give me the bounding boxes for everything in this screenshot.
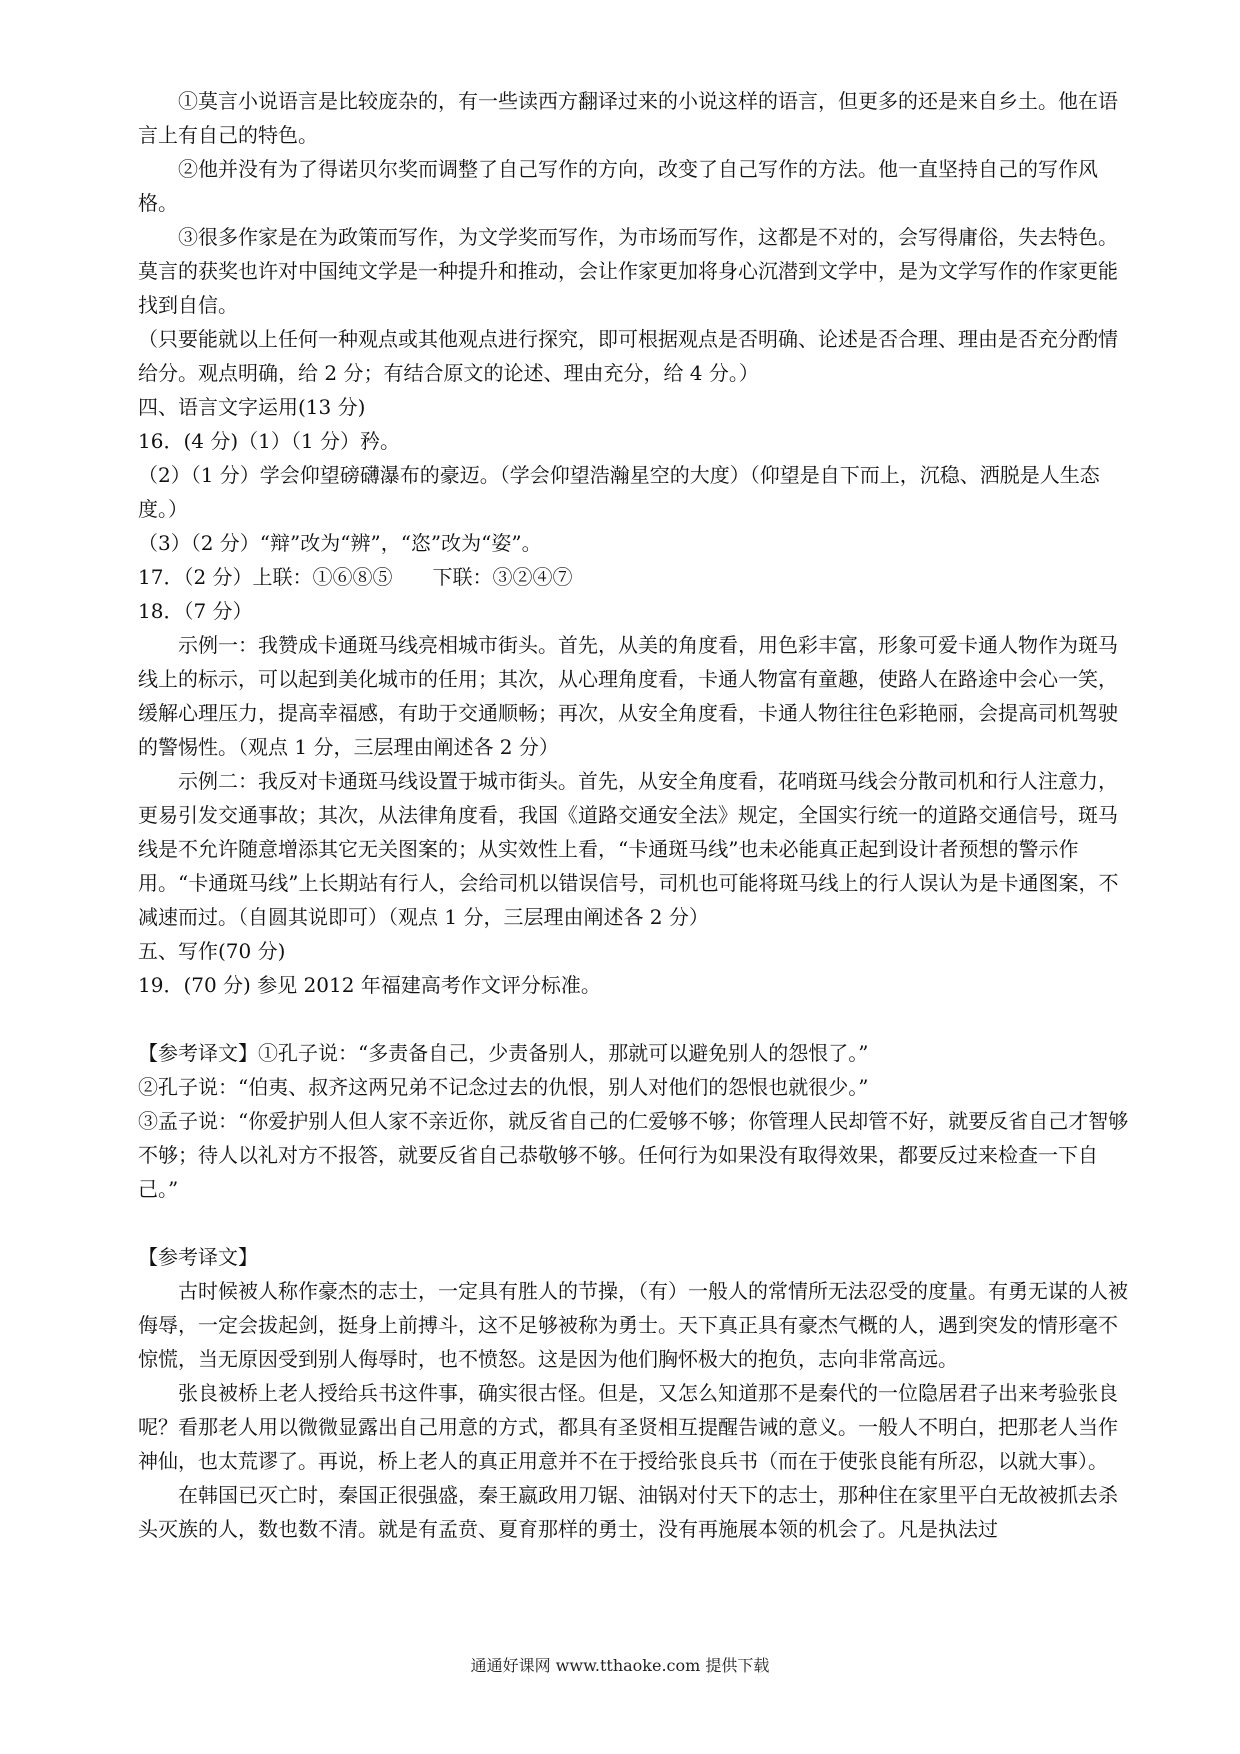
scoring-note: （只要能就以上任何一种观点或其他观点进行探究，即可根据观点是否明确、论述是否合理、理由是否充分酌情给分。观点明确，给 2 分；有结合原文的论述、理由充分，给 4 分。）	[138, 327, 1118, 385]
page-footer: 通通好课网 www.tthaoke.com 提供下载	[470, 1656, 770, 1675]
translation-2-heading: 【参考译文】	[138, 1245, 258, 1269]
question-18-example-2: 示例二：我反对卡通斑马线设置于城市街头。首先，从安全角度看，花哨斑马线会分散司机和行人注意力，更易引发交通事故；其次，从法律角度看，我国《道路交通安全法》规定，全国实行统一的道路交通信号，斑马线是不允许随意增添其它无关图案的；从实效性上看，“卡通斑马线”也未必能真正起到设计者预想的警示作用。“卡通斑马线”上长期站有行人，会给司机以错误信号，司机也可能将斑马线上的行人误认为是卡通图案，不减速而过。（自圆其说即可）（观点 1 分，三层理由阐述各 2 分）	[138, 769, 1119, 929]
section-4-heading: 四、语言文字运用(13 分)	[138, 395, 366, 419]
question-17: 17．（2 分）上联：①⑥⑧⑤ 下联：③②④⑦	[138, 565, 573, 589]
answer-paragraph-3: ③很多作家是在为政策而写作，为文学奖而写作，为市场而写作，这都是不对的，会写得庸俗，失去特色。莫言的获奖也许对中国纯文学是一种提升和推动，会让作家更加将身心沉潜到文学中，是为文学写作的作家更能找到自信。	[138, 225, 1118, 317]
answer-paragraph-1: ①莫言小说语言是比较庞杂的，有一些读西方翻译过来的小说这样的语言，但更多的还是来自乡土。他在语言上有自己的特色。	[138, 89, 1118, 147]
translation-1-line-3: ③孟子说：“你爱护别人但人家不亲近你，就反省自己的仁爱够不够；你管理人民却管不好，就要反省自己才智够不够；待人以礼对方不报答，就要反省自己恭敬够不够。任何行为如果没有取得效果，都要反过来检查一下自己。”	[138, 1109, 1129, 1201]
question-18-example-1: 示例一：我赞成卡通斑马线亮相城市街头。首先，从美的角度看，用色彩丰富，形象可爱卡通人物作为斑马线上的标示，可以起到美化城市的任用；其次，从心理角度看，卡通人物富有童趣，使路人在路途中会心一笑，缓解心理压力，提高幸福感，有助于交通顺畅；再次，从安全角度看，卡通人物往往色彩艳丽，会提高司机驾驶的警惕性。（观点 1 分，三层理由阐述各 2 分）	[138, 633, 1118, 759]
answer-paragraph-2: ②他并没有为了得诺贝尔奖而调整了自己写作的方向，改变了自己写作的方法。他一直坚持自己的写作风格。	[138, 157, 1098, 215]
question-16-part-2: （2）（1 分）学会仰望磅礴瀑布的豪迈。（学会仰望浩瀚星空的大度）（仰望是自下而上，沉稳、洒脱是人生态度。）	[138, 463, 1100, 521]
question-18: 18．（7 分）	[138, 599, 253, 623]
translation-1-line-1: 【参考译文】①孔子说：“多责备自己，少责备别人，那就可以避免别人的怨恨了。”	[138, 1041, 869, 1065]
translation-1-line-2: ②孔子说：“伯夷、叔齐这两兄弟不记念过去的仇恨，别人对他们的怨恨也就很少。”	[138, 1075, 869, 1099]
translation-2-paragraph-1: 古时候被人称作豪杰的志士，一定具有胜人的节操，（有）一般人的常情所无法忍受的度量。有勇无谋的人被侮辱，一定会拔起剑，挺身上前搏斗，这不足够被称为勇士。天下真正具有豪杰气概的人，遇到突发的情形毫不惊慌，当无原因受到别人侮辱时，也不愤怒。这是因为他们胸怀极大的抱负，志向非常高远。	[138, 1279, 1128, 1371]
question-19: 19．(70 分) 参见 2012 年福建高考作文评分标准。	[138, 973, 601, 997]
translation-2-paragraph-3: 在韩国已灭亡时，秦国正很强盛，秦王嬴政用刀锯、油锅对付天下的志士，那种住在家里平白无故被抓去杀头灭族的人，数也数不清。就是有孟贲、夏育那样的勇士，没有再施展本领的机会了。凡是执法过	[138, 1483, 1118, 1541]
translation-2-paragraph-2: 张良被桥上老人授给兵书这件事，确实很古怪。但是，又怎么知道那不是秦代的一位隐居君子出来考验张良呢？看那老人用以微微显露出自己用意的方式，都具有圣贤相互提醒告诫的意义。一般人不明白，把那老人当作神仙，也太荒谬了。再说，桥上老人的真正用意并不在于授给张良兵书（而在于使张良能有所忍，以就大事）。	[138, 1381, 1118, 1473]
question-16-part-1: 16．(4 分)（1）（1 分）矜。	[138, 429, 400, 453]
section-5-heading: 五、写作(70 分)	[138, 939, 286, 963]
question-16-part-3: （3）（2 分）“辩”改为“辨”，“恣”改为“姿”。	[138, 531, 542, 555]
